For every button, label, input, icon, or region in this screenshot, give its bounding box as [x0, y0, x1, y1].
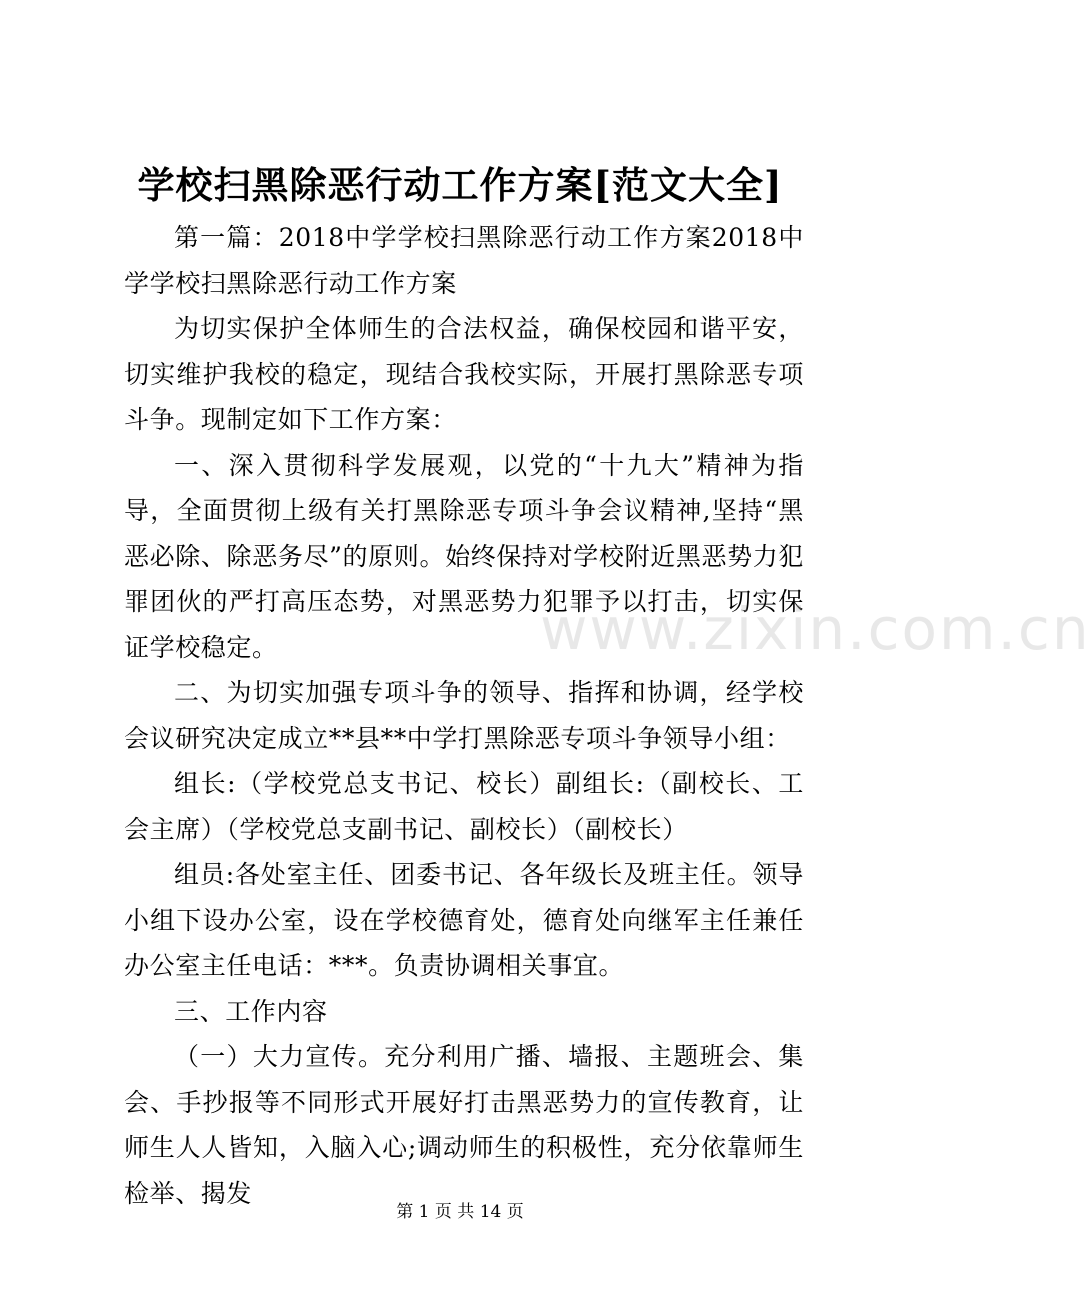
paragraph-2: 为切实保护全体师生的合法权益，确保校园和谐平安，切实维护我校的稳定，现结合我校实际，开展打黑除恶专项斗争。现制定如下工作方案：	[124, 314, 804, 434]
document-title: 学校扫黑除恶行动工作方案[范文大全]	[137, 163, 783, 207]
paragraph-8: （一）大力宣传。充分利用广播、墙报、主题班会、集会、手抄报等不同形式开展好打击黑恶势力的宣传教育，让师生人人皆知，入脑入心;调动师生的积极性，充分依靠师生检举、揭发	[124, 1042, 804, 1208]
paragraph-4: 二、为切实加强专项斗争的领导、指挥和协调，经学校会议研究决定成立**县**中学打黑除恶专项斗争领导小组：	[124, 678, 804, 753]
paragraph-5: 组长:（学校党总支书记、校长）副组长:（副校长、工会主席）（学校党总支副书记、副校长）（副校长）	[124, 769, 804, 844]
watermark: www.zixin.com.cn	[540, 595, 1091, 663]
paragraph-6: 组员:各处室主任、团委书记、各年级长及班主任。领导小组下设办公室，设在学校德育处，德育处向继军主任兼任办公室主任电话：***。负责协调相关事宜。	[124, 860, 804, 980]
paragraph-1: 第一篇：2018中学学校扫黑除恶行动工作方案2018中学学校扫黑除恶行动工作方案	[124, 223, 804, 298]
paragraph-3: 一、深入贯彻科学发展观，以党的“十九大”精神为指导，全面贯彻上级有关打黑除恶专项斗争会议精神,坚持“黑恶必除、除恶务尽”的原则。始终保持对学校附近黑恶势力犯罪团伙的严打高压态势，对黑恶势力犯罪予以打击，切实保证学校稳定。	[124, 450, 804, 662]
document-body	[124, 215, 804, 1216]
paragraph-7: 三、工作内容	[174, 996, 328, 1026]
page-footer: 第 1 页 共 14 页	[396, 1202, 524, 1222]
